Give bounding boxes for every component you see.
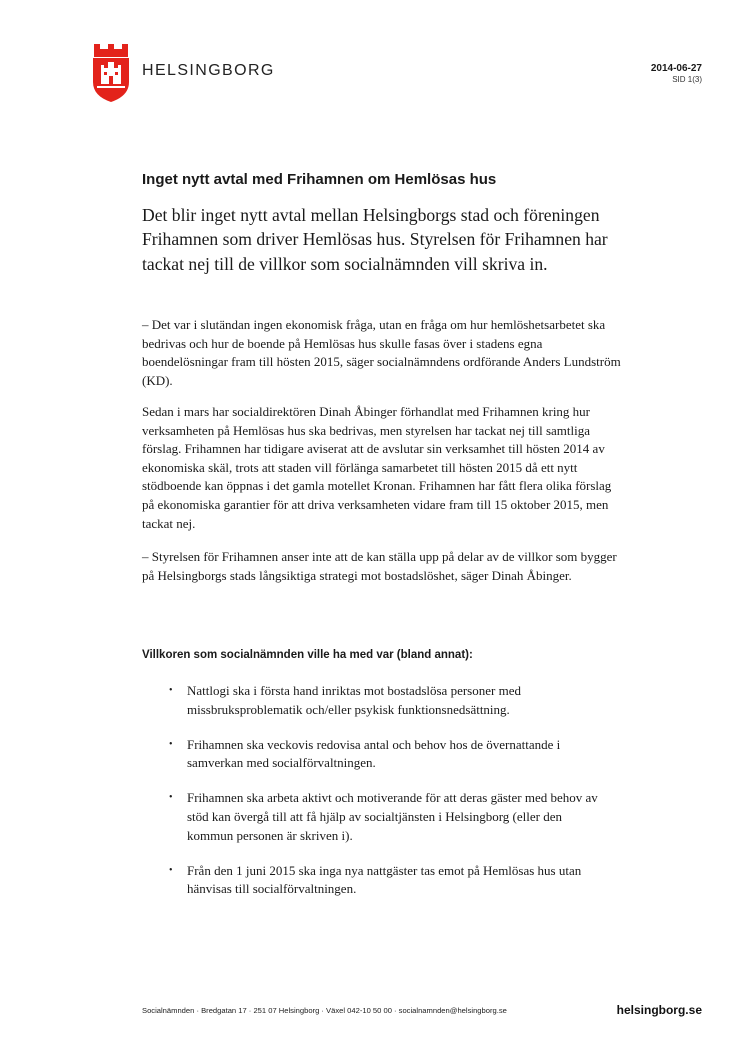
footer-address: Socialnämnden · Bredgatan 17 · 251 07 Helsingborg · Växel 042-10 50 00 · socialnamnden@helsingborg.se — [142, 1006, 507, 1015]
paragraph-quote-lundstrom: – Det var i slutändan ingen ekonomisk fråga, utan en fråga om hur hemlöshetsarbetet ska bedrivas och hur de boende på Hemlösas hus skulle fasas över i stadens egna boendelösningar fram till hösten 2015, säger socialnämndens ordförande Anders Lundström (KD). — [142, 317, 621, 388]
bullet-icon: • — [169, 792, 173, 804]
list-item-text: Nattlogi ska i första hand inriktas mot bostadslösa personer med missbruksproblematik och/eller psykisk funktionsnedsättning. — [187, 683, 521, 717]
article-lead: Det blir inget nytt avtal mellan Helsingborgs stad och föreningen Frihamnen som driver Hemlösas hus. Styrelsen för Frihamnen har tackat nej till de villkor som socialnämnden vill skriva in. — [142, 205, 608, 274]
conditions-list — [142, 682, 642, 915]
list-item — [142, 789, 607, 845]
list-item-text: Frihamnen ska veckovis redovisa antal och behov hos de övernattande i samverkan med socialförvaltningen. — [187, 736, 561, 771]
conditions-heading: Villkoren som socialnämnden ville ha med var (bland annat): — [142, 649, 473, 661]
paragraph-negotiations: Sedan i mars har socialdirektören Dinah Åbinger förhandlat med Frihamnen kring hur verksamheten på Hemlösas hus ska bedrivas, men styrelsen har tackat nej till samtliga förslag. Frihamnen har tidigare aviserat att de avslutar sin verksamhet till hösten 2014 av ekonomiska skäl, trots att staden vill förlänga samarbetet till hösten 2015 då ett nytt stödboende kan öppnas i det gamla motellet Kronan. Frihamnen har fått flera olika förslag på ekonomiska garantier för att driva verksamheten vidare fram till 15 oktober 2015, men tackat nej. — [142, 404, 612, 531]
page-number: SID 1(3) — [672, 75, 702, 84]
list-item-text: Från den 1 juni 2015 ska inga nya nattgäster tas emot på Hemlösas hus utan hänvisas till socialförvaltningen. — [187, 862, 582, 897]
bullet-icon: • — [169, 864, 173, 876]
list-item-text: Frihamnen ska arbeta aktivt och motiverande för att deras gäster med behov av stöd kan övergå till att få hjälp av socialtjänsten i Helsingborg (eller den kommun personen är skriven i). — [187, 790, 598, 843]
org-name: HELSINGBORG — [142, 62, 275, 79]
footer-website-link[interactable]: helsingborg.se — [616, 1003, 702, 1017]
list-item — [142, 736, 607, 773]
helsingborg-crest-icon — [92, 44, 130, 102]
list-item — [142, 682, 607, 719]
document-date: 2014-06-27 — [650, 63, 702, 74]
article-headline: Inget nytt avtal med Frihamnen om Hemlösas hus — [142, 171, 497, 188]
bullet-icon: • — [169, 685, 173, 696]
bullet-icon: • — [169, 738, 173, 750]
list-item — [142, 862, 607, 899]
paragraph-quote-abinger: – Styrelsen för Frihamnen anser inte att de kan ställa upp på delar av de villkor som bygger på Helsingborgs stads långsiktiga strategi mot bostadslöshet, säger Dinah Åbinger. — [142, 549, 617, 583]
